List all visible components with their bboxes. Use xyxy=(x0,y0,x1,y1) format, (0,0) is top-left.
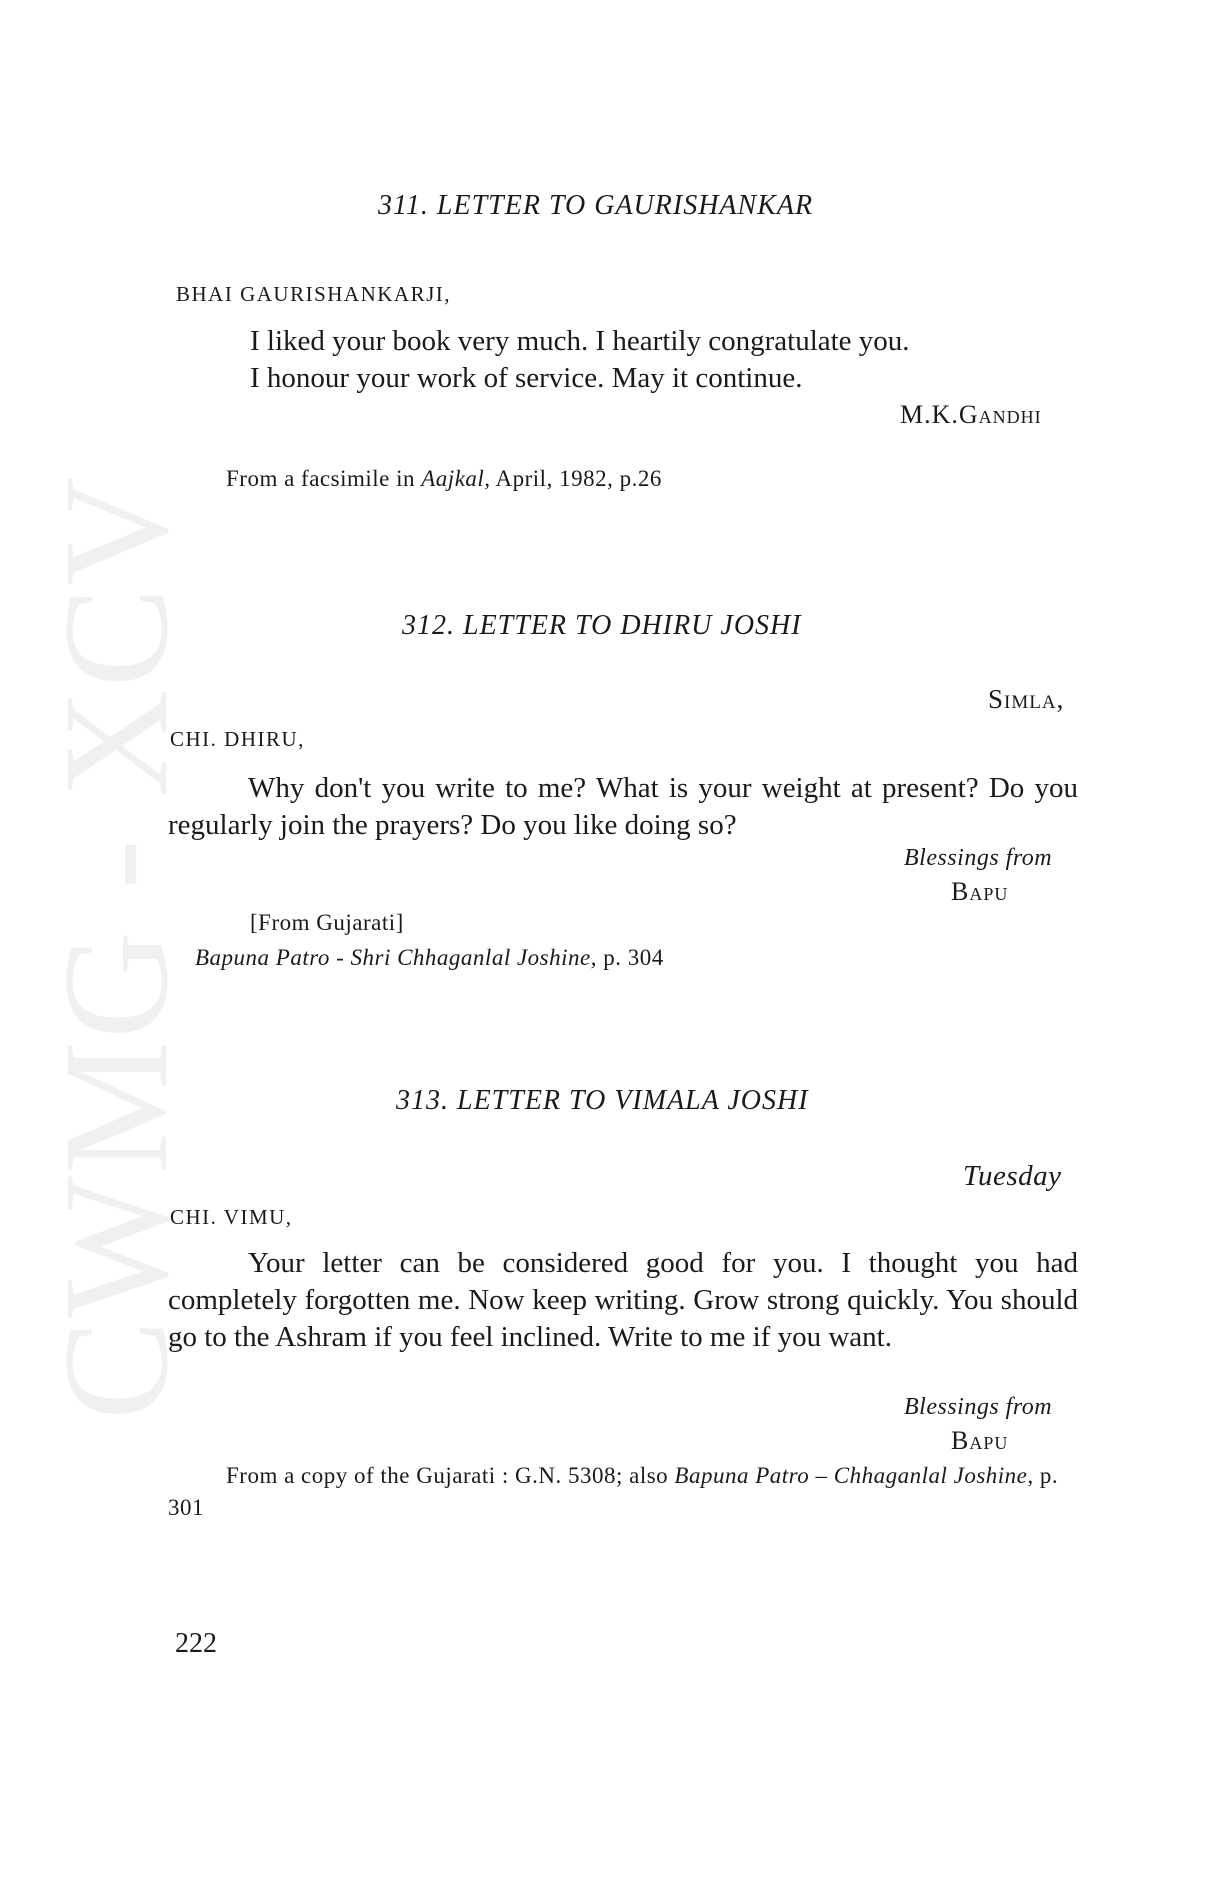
letter-311-salutation: BHAI GAURISHANKARJI, xyxy=(176,282,452,306)
letter-311-heading: 311. LETTER TO GAURISHANKAR xyxy=(378,190,814,221)
letter-313-date: Tuesday xyxy=(963,1160,1062,1192)
source-title: Aajkal, xyxy=(421,466,491,491)
letter-313-body-text: Your letter can be considered good for you. I thought you had completely forgotten me. Now keep writing. Grow strong quickly. You should go to the Ashram if you feel inclined. Write to me if you want. xyxy=(168,1247,1078,1353)
letter-312-body-text: Why don't you write to me? What is your weight at present? Do you regularly join the prayers? Do you like doing so? xyxy=(168,772,1078,841)
source-title: Bapuna Patro – Chhaganlal Joshine, xyxy=(674,1463,1034,1488)
letter-312-blessings: Blessings from xyxy=(904,845,1053,871)
letter-311-source xyxy=(226,466,662,492)
letter-312-source-line-2 xyxy=(195,945,664,971)
letter-312-heading: 312. LETTER TO DHIRU JOSHI xyxy=(402,610,802,641)
source-text: p. 301 xyxy=(168,1463,1059,1520)
letter-311-line-2: I honour your work of service. May it continue. xyxy=(250,362,803,394)
letter-312-signature: Bapu xyxy=(951,877,1009,906)
watermark: CWMG - XCV xyxy=(33,475,199,1420)
letter-311-signature: M.K.Gandhi xyxy=(900,400,1042,429)
letter-312-salutation: CHI. DHIRU, xyxy=(170,727,305,751)
letter-312-body xyxy=(168,770,1078,844)
letter-313-heading: 313. LETTER TO VIMALA JOSHI xyxy=(396,1085,809,1116)
letter-313-signature: Bapu xyxy=(951,1426,1009,1455)
letter-313-body xyxy=(168,1245,1078,1356)
source-text: From a copy of the Gujarati : G.N. 5308; also xyxy=(226,1463,675,1488)
letter-313-salutation: CHI. VIMU, xyxy=(170,1205,293,1229)
source-title: Bapuna Patro - Shri Chhaganlal Joshine, xyxy=(195,945,597,970)
letter-311-line-1: I liked your book very much. I heartily congratulate you. xyxy=(250,325,910,357)
letter-313-blessings: Blessings from xyxy=(904,1394,1053,1420)
source-text: April, 1982, p.26 xyxy=(490,466,662,491)
letter-312-source-line-1: [From Gujarati] xyxy=(250,910,404,935)
page-number: 222 xyxy=(175,1628,217,1659)
source-text: p. 304 xyxy=(596,945,664,970)
source-text: From a facsimile in xyxy=(226,466,422,491)
letter-313-source xyxy=(168,1460,1078,1524)
letter-312-place: Simla, xyxy=(988,684,1065,714)
